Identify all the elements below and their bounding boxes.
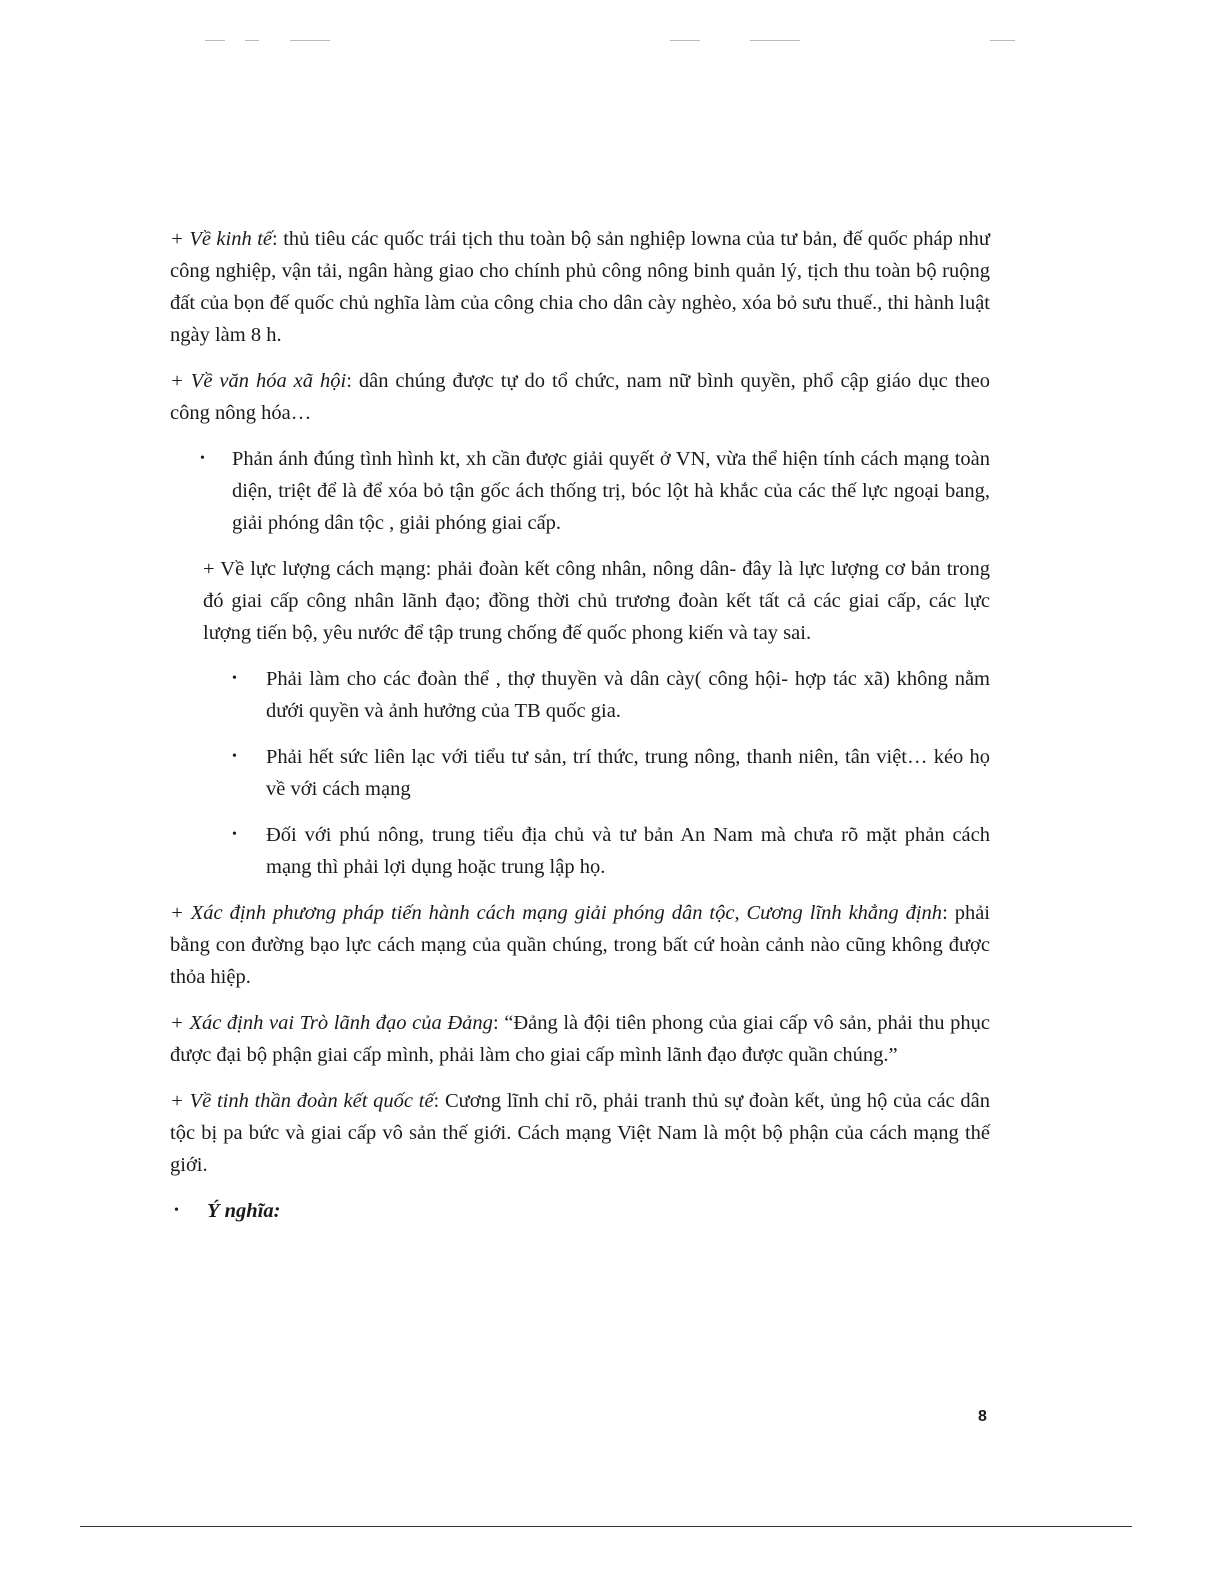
paragraph-luc-luong: + Về lực lượng cách mạng: phải đoàn kết công nhân, nông dân- đây là lực lượng cơ bản trong đó giai cấp công nhân lãnh đạo; đồng thời chủ trương đoàn kết tất cả các giai cấp, các lực lượng tiến bộ, yêu nước để tập trung chống đế quốc phong kiến và tay sai. bbox=[203, 558, 990, 644]
list-item-text: Phải hết sức liên lạc với tiểu tư sản, trí thức, trung nông, thanh niên, tân việt… kéo họ về với cách mạng bbox=[266, 746, 990, 800]
bullet-icon: • bbox=[232, 671, 237, 686]
heading-quoc-te: + Về tinh thần đoàn kết quốc tế bbox=[170, 1090, 434, 1112]
bullet-icon: • bbox=[232, 827, 237, 842]
list-item bbox=[200, 443, 990, 539]
bullet-list-summary bbox=[170, 443, 990, 539]
paragraph-phuong-phap bbox=[170, 897, 990, 993]
footer-divider bbox=[80, 1526, 1132, 1527]
list-item-text: Đối với phú nông, trung tiểu địa chủ và tư bản An Nam mà chưa rõ mặt phản cách mạng thì phải lợi dụng hoặc trung lập họ. bbox=[266, 824, 990, 878]
bullet-icon: • bbox=[174, 1203, 179, 1218]
heading-vai-tro: + Xác định vai Trò lãnh đạo của Đảng bbox=[170, 1012, 493, 1034]
scan-speck bbox=[990, 40, 1015, 41]
page-number: 8 bbox=[978, 1408, 987, 1425]
paragraph-quoc-te bbox=[170, 1085, 990, 1181]
bullet-icon: • bbox=[232, 749, 237, 764]
paragraph-vai-tro bbox=[170, 1007, 990, 1071]
list-item bbox=[232, 663, 990, 727]
heading-phuong-phap: + Xác định phương pháp tiến hành cách mạng giải phóng dân tộc, Cương lĩnh khẳng định bbox=[170, 902, 943, 924]
text-quoc-te: : Cương lĩnh chỉ rõ, phải tranh thủ sự đoàn kết, ủng hộ của các dân tộc bị pa bức và giai cấp vô sản thế giới. Cách mạng Việt Nam là một bộ phận của cách mạng thế giới. bbox=[170, 1090, 990, 1176]
scan-speck bbox=[750, 40, 800, 41]
bullet-list-luc-luong bbox=[170, 663, 990, 883]
text-kinh-te: : thủ tiêu các quốc trái tịch thu toàn bộ sản nghiệp lowna của tư bản, đế quốc pháp như công nghiệp, vận tải, ngân hàng giao cho chính phủ công nông binh quản lý, tịch thu toàn bộ ruộng đất của bọn đế quốc chủ nghĩa làm của công chia cho dân cày nghèo, xóa bỏ sưu thuế., thi hành luật ngày làm 8 h. bbox=[170, 228, 990, 346]
text-phuong-phap: : phải bằng con đường bạo lực cách mạng của quần chúng, trong bất cứ hoàn cảnh nào cũng không được thỏa hiệp. bbox=[170, 902, 990, 988]
list-item bbox=[232, 741, 990, 805]
scan-speck bbox=[245, 40, 259, 41]
heading-van-hoa: + Về văn hóa xã hội bbox=[170, 370, 347, 392]
scan-speck bbox=[205, 40, 225, 41]
list-item-text: Phải làm cho các đoàn thể , thợ thuyền và dân cày( công hội- hợp tác xã) không nằm dưới quyền và ảnh hưởng của TB quốc gia. bbox=[266, 668, 990, 722]
scan-speck bbox=[290, 40, 330, 41]
heading-y-nghia-text: Ý nghĩa: bbox=[207, 1200, 281, 1222]
paragraph-kinh-te bbox=[170, 223, 990, 351]
scan-speck bbox=[670, 40, 700, 41]
paragraph-van-hoa bbox=[170, 365, 990, 429]
page-body bbox=[170, 223, 990, 1227]
list-item-text: Phản ánh đúng tình hình kt, xh cần được giải quyết ở VN, vừa thể hiện tính cách mạng toàn diện, triệt để là để xóa bỏ tận gốc ách thống trị, bóc lột hà khắc của các thế lực ngoại bang, giải phóng dân tộc , giải phóng giai cấp. bbox=[232, 448, 990, 534]
text-vai-tro: : “Đảng là đội tiên phong của giai cấp vô sản, phải thu phục được đại bộ phận giai cấp mình, phải làm cho giai cấp mình lãnh đạo được quần chúng.” bbox=[170, 1012, 990, 1066]
text-van-hoa: : dân chúng được tự do tổ chức, nam nữ bình quyền, phổ cập giáo dục theo công nông hóa… bbox=[170, 370, 990, 424]
heading-kinh-te: + Về kinh tế bbox=[170, 228, 273, 250]
heading-y-nghia bbox=[170, 1195, 990, 1227]
bullet-icon: • bbox=[200, 451, 205, 466]
list-item bbox=[232, 819, 990, 883]
